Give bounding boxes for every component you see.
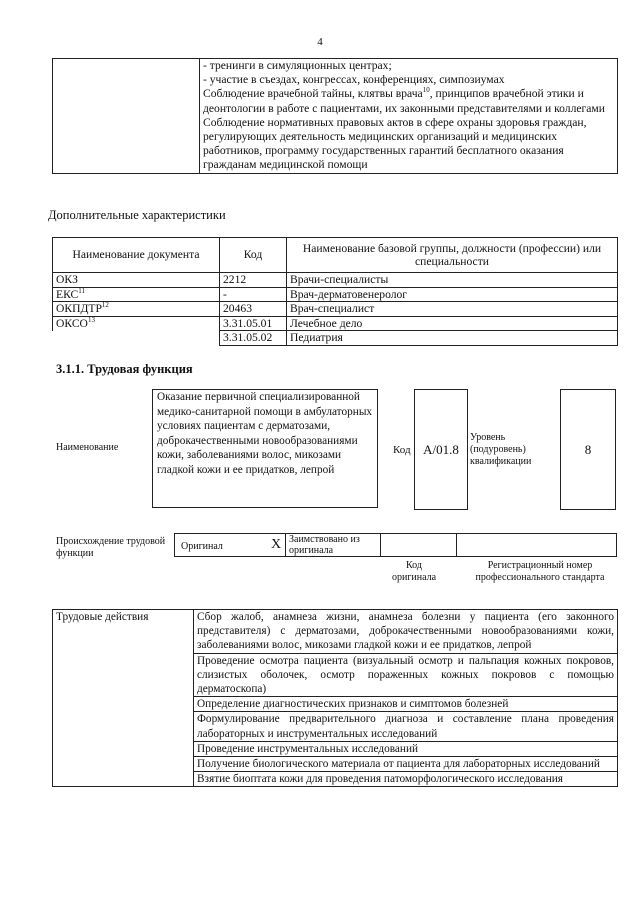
confidentiality-paragraph: Соблюдение врачебной тайны, клятвы врача$^{10}$, принципов врачебной этики и деонтологии в работе с пациентами, их законными представителями и коллегами <box>203 86 605 115</box>
function-name-box: Оказание первичной специализированной медико-санитарной помощи в амбулаторных условиях пациентам с дерматозами, доброкачественными новообразованиями кожи, заболеваниями волос, микозами гладкой кожи и ее придатков, лепрой <box>152 389 378 508</box>
list-item: Проведение осмотра пациента (визуальный осмотр и пальпация кожных покровов, слизистых оболочек, осмотр пораженных кожных покровов с помощью дерматоскопа) <box>194 653 618 697</box>
page-number: 4 <box>317 36 323 48</box>
list-item: Получение биологического материала от пациента для лабораторных исследований <box>194 757 618 772</box>
header-code: Код <box>220 238 287 273</box>
regulations-paragraph: Соблюдение нормативных правовых актов в сфере охраны здоровья граждан, регулирующих деятельность медицинских организаций и медицинских работников, программу государственных гарантий бесплатного оказания гражданам медицинской помощи <box>203 115 587 172</box>
borrowed-label: Заимствовано из оригинала <box>289 534 360 556</box>
list-item: Взятие биоптата кожи для проведения патоморфологического исследования <box>194 772 618 787</box>
table-row: ЕКС$^{11}$ - Врач-дерматовенеролог <box>53 287 618 302</box>
name-label: Наименование <box>56 442 119 453</box>
level-value-box: 8 <box>560 389 616 510</box>
original-label: Оригинал <box>181 541 223 552</box>
list-item: Определение диагностических признаков и симптомов болезней <box>194 697 618 712</box>
education-content-cell <box>200 59 618 174</box>
original-mark: X <box>271 537 282 552</box>
table-row: ОКПДТР$^{12}$ 20463 Врач-специалист <box>53 302 618 317</box>
section-title: 3.1.1. Трудовая функция <box>56 362 193 376</box>
list-item: Сбор жалоб, анамнеза жизни, анамнеза болезни у пациента (его законного представителя) с дерматозами, доброкачественными новообразованиями кожи, заболеваниями волос, микозами гладкой кожи и ее придатков, лепрой <box>194 610 618 654</box>
education-table <box>52 58 618 174</box>
additional-title: Дополнительные характеристики <box>48 208 226 222</box>
header-group: Наименование базовой группы, должности (профессии) или специальности <box>287 238 618 273</box>
function-code-box: А/01.8 <box>414 389 468 510</box>
level-label: Уровень (подуровень) квалификации <box>470 432 532 467</box>
table-row <box>53 610 618 654</box>
origin-label: Происхождение трудовой функции <box>56 536 166 559</box>
code-label: Код <box>393 444 411 456</box>
congress-line: - участие в съездах, конгрессах, конференциях, симпозиумах <box>203 73 505 87</box>
code-caption: Код оригинала <box>391 560 437 583</box>
actions-label: Трудовые действия <box>53 610 194 787</box>
origin-row <box>174 533 617 557</box>
labour-actions-table <box>52 609 618 787</box>
list-item: Формулирование предварительного диагноза и составление плана проведения лабораторных и инструментальных исследований <box>194 712 618 741</box>
reg-caption: Регистрационный номер профессионального стандарта <box>475 560 605 583</box>
empty-cell <box>53 59 200 174</box>
table-row: ОКЗ 2212 Врачи-специалисты <box>53 273 618 288</box>
header-document: Наименование документа <box>53 238 220 273</box>
training-line: - тренинги в симуляционных центрах; <box>203 59 392 72</box>
table-row: ОКСО$^{13}$ 3.31.05.01 Лечебное дело <box>53 316 618 331</box>
table-row: 3.31.05.02 Педиатрия <box>53 331 618 346</box>
additional-table <box>52 237 618 346</box>
list-item: Проведение инструментальных исследований <box>194 741 618 756</box>
